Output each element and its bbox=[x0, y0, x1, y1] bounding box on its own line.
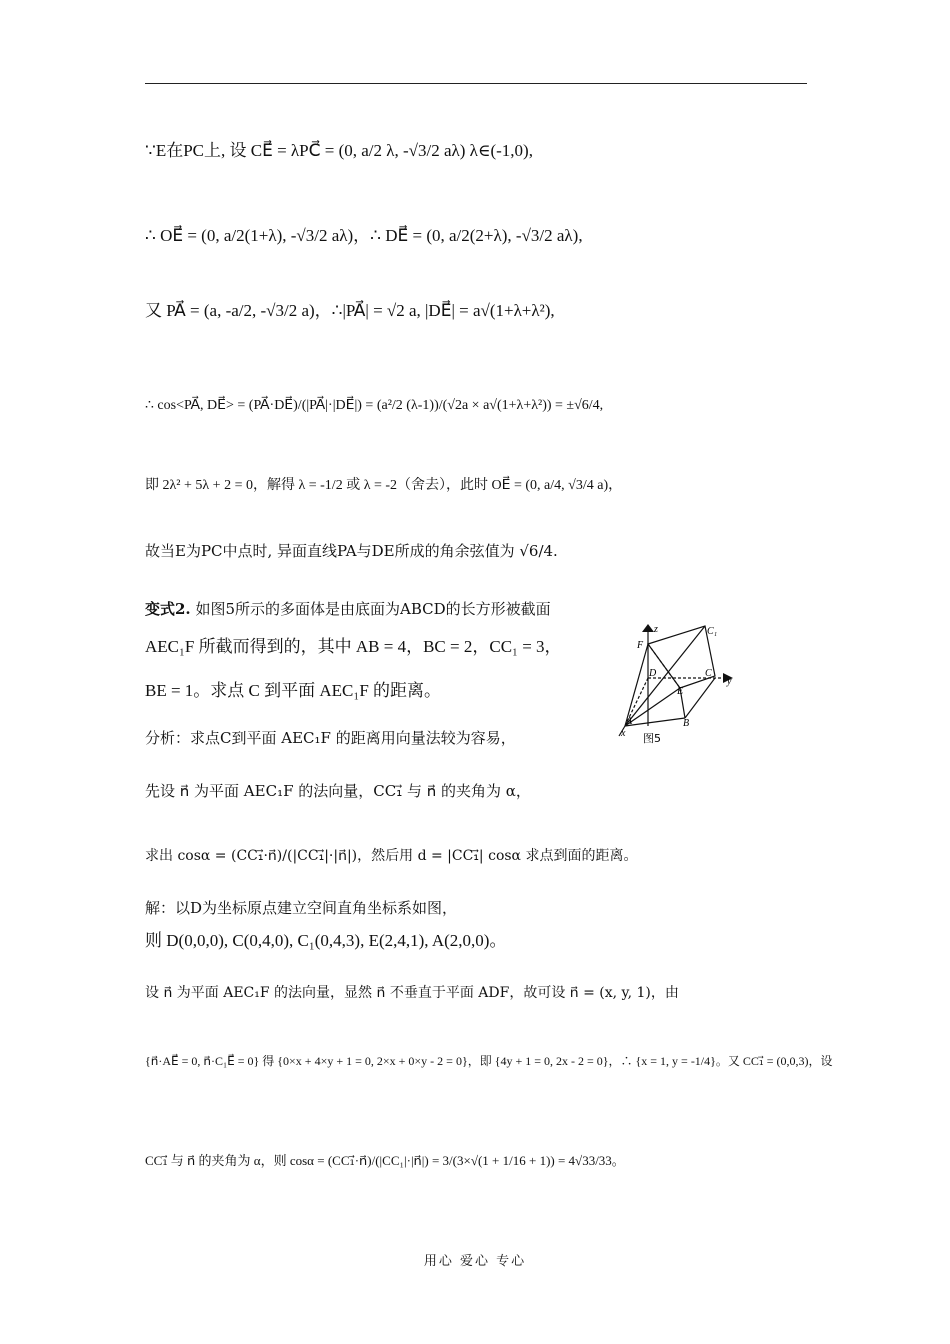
line-11: 先设 n⃗ 为平面 AEC₁F 的法向量，CC₁⃗ 与 n⃗ 的夹角为 α， bbox=[145, 782, 531, 800]
solution-line: 解：以D为坐标原点建立空间直角坐标系如图， bbox=[145, 899, 458, 917]
header-rule bbox=[145, 83, 807, 84]
line-8: AEC₁F 所截而得到的，其中 AB = 4，BC = 2，CC₁ = 3， bbox=[145, 637, 562, 656]
line-1: ∵E在PC上, 设 CE⃗ = λPC⃗ = (0, a/2 λ, -√3/2 aλ) λ∈(-1,0), bbox=[145, 141, 533, 160]
line-3: 又 PA⃗ = (a, -a/2, -√3/2 a)，∴|PA⃗| = √2 a, |DE⃗| = a√(1+λ+λ²), bbox=[145, 301, 555, 320]
page-footer: 用心 爱心 专心 bbox=[423, 1254, 527, 1269]
coordinates-line: 则 D(0,0,0), C(0,4,0), C₁(0,4,3), E(2,4,1), A(2,0,0)。 bbox=[145, 931, 507, 950]
edge-bc bbox=[685, 678, 715, 718]
figure-5-polyhedron bbox=[605, 618, 755, 750]
variant-2-heading bbox=[145, 598, 615, 620]
label-f: F bbox=[637, 640, 644, 651]
label-a: A bbox=[626, 716, 633, 727]
line-9: BE = 1。求点 C 到平面 AEC₁F 的距离。 bbox=[145, 681, 442, 700]
label-c1: C₁ bbox=[707, 626, 718, 637]
label-e: E bbox=[677, 686, 684, 697]
line-2: ∴ OE⃗ = (0, a/2(1+λ), -√3/2 aλ)，∴ DE⃗ = (0, a/2(2+λ), -√3/2 aλ), bbox=[145, 226, 583, 245]
analysis-line: 分析：求点C到平面 AEC₁F 的距离用向量法较为容易， bbox=[145, 729, 516, 747]
label-y: y bbox=[727, 676, 732, 687]
cosine-result-line: CC₁⃗ 与 n⃗ 的夹角为 α，则 cosα = (CC₁⃗·n⃗)/(|CC₁|·|n⃗|) = 3/(3×√(1 + 1/16 + 1)) = 4√33/33。 bbox=[145, 1153, 625, 1168]
figure-caption: 图5 bbox=[643, 732, 661, 745]
line-6: 故当E为PC中点时, 异面直线PA与DE所成的角余弦值为 √6/4. bbox=[145, 542, 558, 560]
label-x: x bbox=[621, 728, 626, 739]
line-15: 设 n⃗ 为平面 AEC₁F 的法向量，显然 n⃗ 不垂直于平面 ADF，故可设 n⃗ = (x, y, 1)，由 bbox=[145, 985, 679, 1001]
line-5: 即 2λ² + 5λ + 2 = 0，解得 λ = -1/2 或 λ = -2（舍去），此时 OE⃗ = (0, a/4, √3/4 a)， bbox=[145, 478, 623, 493]
variant-label: 变式2. bbox=[145, 600, 191, 618]
line-12: 求出 cosα = (CC₁⃗·n⃗)/(|CC₁⃗|·|n⃗|)，然后用 d = |CC₁⃗| cosα 求点到面的距离。 bbox=[145, 848, 638, 864]
label-c: C bbox=[705, 668, 712, 679]
label-d: D bbox=[649, 668, 657, 679]
label-b: B bbox=[683, 718, 690, 729]
variant-text: 如图5所示的多面体是由底面为ABCD的长方形被截面 bbox=[190, 600, 551, 618]
label-z: z bbox=[654, 624, 658, 635]
system-line: {n⃗·AE⃗ = 0, n⃗·C₁E⃗ = 0} 得 {0×x + 4×y + 1 = 0, 2×x + 0×y - 2 = 0}，即 {4y + 1 = 0, 2x - 2 = 0}，∴ {x = 1, y = -1/4}。又 CC₁⃗ = (0,0,3)，设 bbox=[145, 1054, 833, 1068]
line-4: ∴ cos<PA⃗, DE⃗> = (PA⃗·DE⃗)/(|PA⃗|·|DE⃗|) = (a²/2 (λ-1))/(√2a × a√(1+λ+λ²)) = ±√6/4, bbox=[145, 398, 604, 413]
z-axis-arrow bbox=[642, 624, 654, 632]
